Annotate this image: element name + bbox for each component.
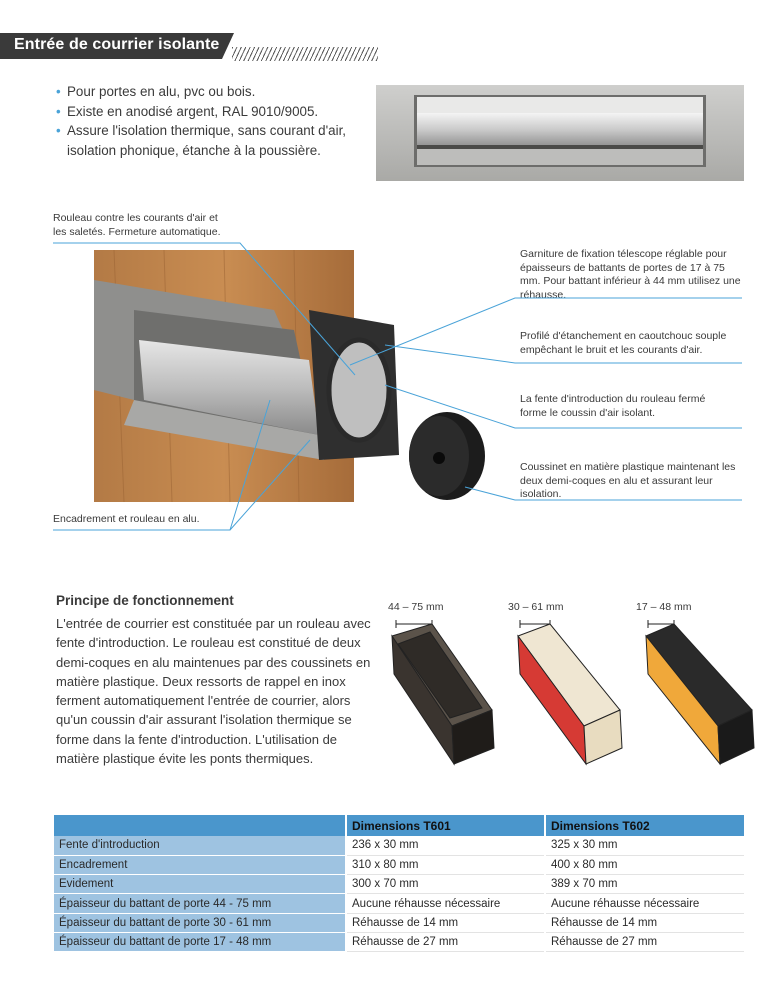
annotation-seal: Profilé d'étanchement en caoutchouc souple empêchant le bruit et les courants d'air. [520,330,727,356]
table-cell: 400 x 80 mm [545,855,744,874]
principle-text: L'entrée de courrier est constituée par un rouleau avec fente d'introduction. Le rouleau est constitué de deux demi-coques en alu maintenues par des coussinets en matière plastique. Deux ressorts de rappel en inox ferment automatiquement l'entrée de courrier, alors qu'un coussin d'air assurant l'isolation thermique se forme dans la fente d'introduction. L'utilisation de matière plastique évite les ponts thermiques. [56,616,371,767]
variant-dark [392,620,494,764]
feature-item: • Pour portes en alu, pvc ou bois. [56,82,376,102]
table-row [54,836,744,855]
table-cell: Épaisseur du battant de porte 17 - 48 mm [54,932,346,951]
table-header-cell: Dimensions T602 [545,815,744,836]
table-cell: Réhausse de 14 mm [346,913,545,932]
table-cell: Aucune réhausse nécessaire [346,894,545,913]
page-title: Entrée de courrier isolante [14,36,220,53]
variant-range-label: 17 – 48 mm [636,601,692,613]
table-row [54,855,744,874]
letterbox-cutaway-photo [94,250,486,502]
annotation-frame: Encadrement et rouleau en alu. [53,513,200,525]
feature-item: • Existe en anodisé argent, RAL 9010/9005. [56,102,376,122]
feature-item: • Assure l'isolation thermique, sans courant d'air, isolation phonique, étanche à la poussière. [56,121,376,160]
table-cell: 325 x 30 mm [545,836,744,855]
variant-yellow [646,620,754,764]
table-row [54,875,744,894]
annotation-roller: Rouleau contre les courants d'air et les saletés. Fermeture automatique. [53,212,221,238]
table-cell: Evidement [54,875,346,894]
variant-red [518,620,622,764]
table-header-cell: Dimensions T601 [346,815,545,836]
variant-illustrations [384,614,758,774]
table-header-row [54,815,744,836]
variant-range-label: 44 – 75 mm [388,601,444,613]
decorative-hatch [232,47,378,61]
table-cell: 300 x 70 mm [346,875,545,894]
table-cell: 236 x 30 mm [346,836,545,855]
spec-table [54,815,744,952]
table-cell: Fente d'introduction [54,836,346,855]
table-cell: Épaisseur du battant de porte 44 - 75 mm [54,894,346,913]
table-cell: Réhausse de 27 mm [346,932,545,951]
table-cell: Encadrement [54,855,346,874]
table-cell: 310 x 80 mm [346,855,545,874]
principle-title: Principe de fonctionnement [56,593,234,608]
feature-list [56,82,376,160]
annotation-slot: La fente d'introduction du rouleau fermé forme le coussin d'air isolant. [520,393,706,419]
table-row [54,913,744,932]
table-cell: 389 x 70 mm [545,875,744,894]
table-header-cell [54,815,346,836]
table-cell: Réhausse de 14 mm [545,913,744,932]
table-cell: Réhausse de 27 mm [545,932,744,951]
annotation-fixing: Garniture de fixation télescope réglable pour épaisseurs de battants de portes de 17 à 75 mm. Pour battant inférieur à 44 mm utilisez une réhausse. [520,248,741,301]
table-cell: Épaisseur du battant de porte 30 - 61 mm [54,913,346,932]
table-row [54,932,744,951]
letterbox-front-photo [376,85,744,181]
table-row [54,894,744,913]
annotation-cushion: Coussinet en matière plastique maintenant les deux demi-coques en alu et assurant leur isolation. [520,461,736,500]
variant-range-label: 30 – 61 mm [508,601,564,613]
table-cell: Aucune réhausse nécessaire [545,894,744,913]
